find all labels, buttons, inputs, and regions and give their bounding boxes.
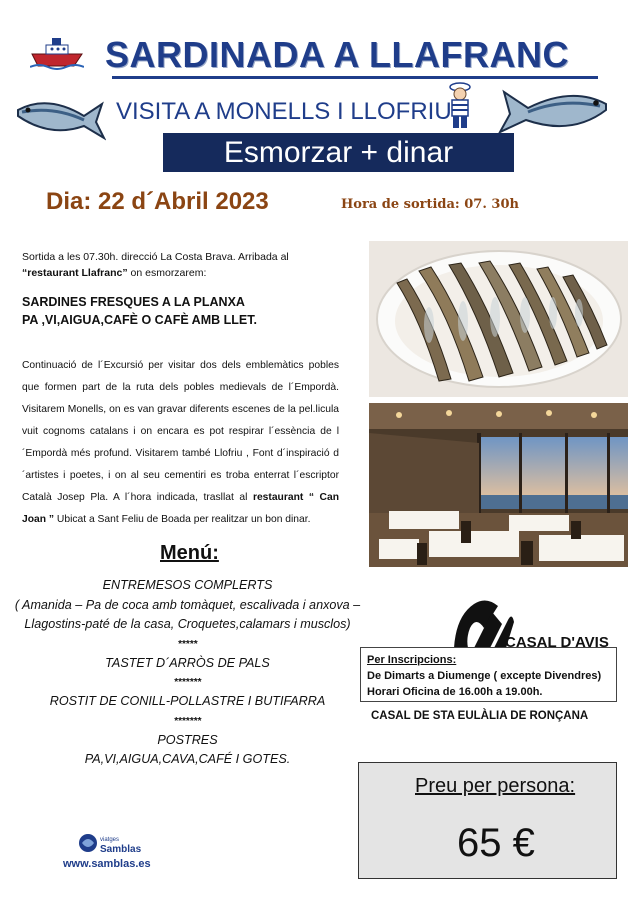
sardine-right-icon: [492, 82, 610, 138]
itinerary-part: Continuació de l´Excursió per visitar dos dels emblemàtics pobles que formen part de la ruta dels pobles medievals de l´Empordà. Visitarem Monells, on es van gravar diferents escenes de la pel.licula vuit cognoms catalans i on encara es pot respirar l´essència de l´Empordà més profund. Visitarem també Llofriu , Font d´inspiració d´artistes i poetes, i on al seu cementiri es troba enterrat l´escriptor Català Josep Pla. A l´hora indicada, trasllat al: [22, 360, 339, 503]
itinerary-part: Ubicat a Sant Feliu de Boada per realitzar un bon dinar.: [54, 514, 311, 525]
page-subtitle: VISITA A MONELLS I LLOFRIU: [116, 98, 452, 125]
restaurant-photo: [369, 403, 628, 567]
website-link[interactable]: www.samblas.es: [63, 858, 151, 870]
menu-item: ROSTIT DE CONILL-POLLASTRE I BUTIFARRA: [49, 694, 326, 708]
menu-separator: *****: [177, 638, 198, 650]
meal-banner: Esmorzar + dinar: [163, 133, 514, 172]
breakfast-menu: [22, 293, 342, 329]
sardine-left-icon: [14, 92, 106, 142]
intro-line-rest: on esmorzarem:: [127, 267, 207, 279]
menu-item: PA,VI,AIGUA,CAVA,CAFÉ I GOTES.: [84, 752, 291, 766]
breakfast-line: PA ,VI,AIGUA,CAFÈ O CAFÈ AMB LLET.: [22, 313, 257, 327]
registration-title: Per Inscripcions:: [367, 654, 457, 666]
samblas-logo-icon: [78, 829, 148, 859]
price-value: 65 €: [457, 821, 535, 865]
menu-title: Menú:: [160, 542, 219, 564]
price-box: [358, 762, 617, 879]
lunch-restaurant: restaurant “ Can Joan ”: [22, 492, 339, 525]
menu-item: Llagostins-paté de la casa, Croquetes,calamars i musclos): [24, 617, 351, 631]
intro-text: [22, 249, 332, 281]
trip-date: Dia: 22 d´Abril 2023: [46, 188, 269, 215]
registration-info: [360, 647, 617, 702]
price-label: Preu per persona:: [415, 775, 576, 797]
itinerary-text: [22, 355, 339, 531]
title-underline: [112, 76, 598, 79]
page-title: SARDINADA A LLAFRANC: [105, 34, 569, 75]
intro-line: Sortida a les 07.30h. direcció La Costa Brava. Arribada al: [22, 251, 289, 263]
registration-hours: Horari Oficina de 16.00h a 19.00h.: [367, 686, 543, 698]
menu-item: TASTET D´ARRÒS DE PALS: [105, 655, 270, 670]
samblas-logo-brand: Samblas: [100, 844, 142, 855]
casal-logo-text: CASAL D'AVIS: [505, 634, 609, 651]
menu-item: ENTREMESOS COMPLERTS: [102, 578, 273, 592]
menu-separator: *******: [173, 677, 202, 688]
registration-days: De Dimarts a Diumenge ( excepte Divendres): [367, 670, 602, 682]
menu-list: [10, 576, 365, 770]
breakfast-restaurant: “restaurant Llafranc”: [22, 267, 128, 279]
breakfast-line: SARDINES FRESQUES A LA PLANXA: [22, 295, 245, 309]
organizer-name: CASAL DE STA EULÀLIA DE RONÇANA: [371, 710, 589, 722]
menu-separator: *******: [173, 715, 202, 727]
sardines-photo: [369, 241, 628, 397]
boat-icon: [30, 34, 84, 70]
samblas-logo-small: viatges: [100, 837, 120, 843]
departure-time: Hora de sortida: 07. 30h: [341, 197, 519, 212]
menu-item: POSTRES: [157, 732, 218, 747]
menu-item: ( Amanida – Pa de coca amb tomàquet, escalivada i anxova –: [14, 597, 361, 612]
